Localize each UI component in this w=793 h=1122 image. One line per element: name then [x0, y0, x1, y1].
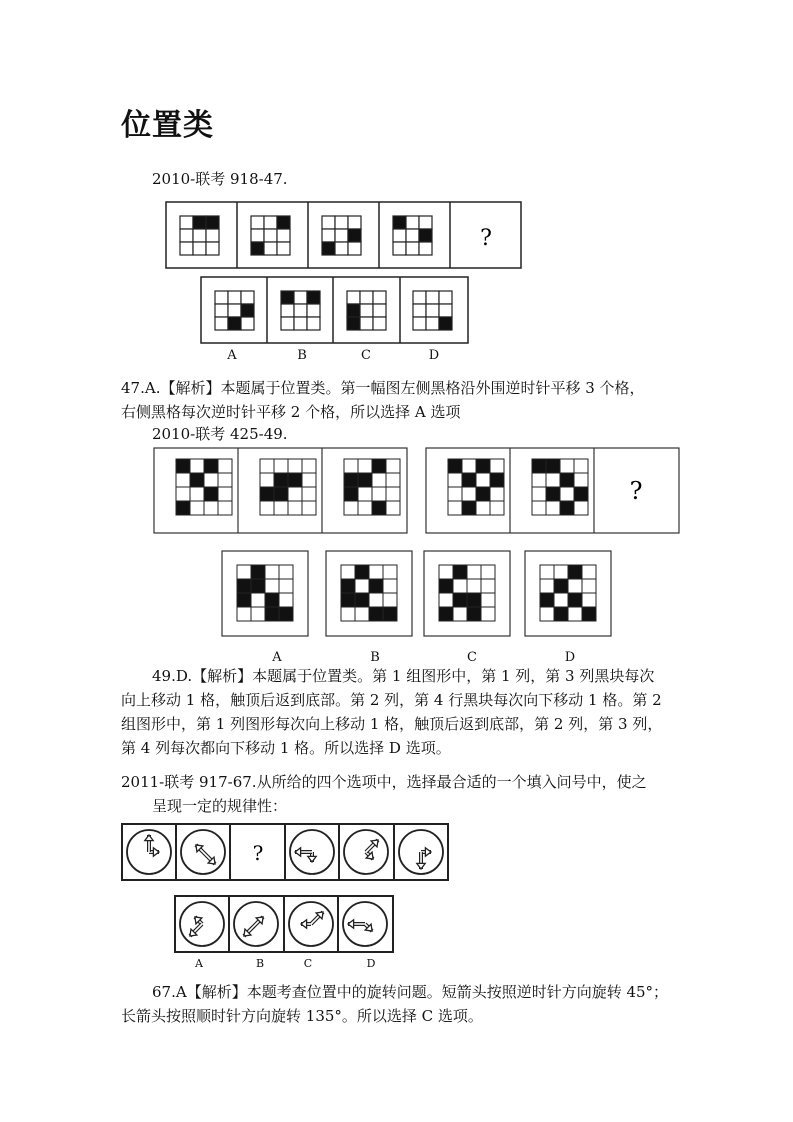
q2-sequence-grid [344, 459, 400, 515]
q1-sequence-grid [251, 216, 290, 255]
q3-prompt-line-1: 2011-联考 917-67.从所给的四个选项中，选择最合适的一个填入问号中，使之 [121, 773, 647, 791]
q2-analysis-line-2: 向上移动 1 格，触顶后返到底部。第 2 列，第 4 行黑块每次向下移动 1 格。第 2 [121, 691, 662, 709]
q1-option-grid [347, 291, 386, 330]
q3-sequence-circle [344, 830, 388, 874]
q2-sequence-grid [532, 459, 588, 515]
q2-sequence-grid [176, 459, 232, 515]
q1-analysis-line-2: 右侧黑格每次逆时针平移 2 个格，所以选择 A 选项 [121, 403, 461, 421]
q1-question-mark: ? [480, 226, 492, 251]
q3-sequence-circle [127, 830, 171, 874]
q3-option-circle [234, 902, 278, 946]
q2-question-mark: ? [629, 477, 643, 505]
q3-analysis-line-2: 长箭头按照顺时针方向旋转 135°。所以选择 C 选项。 [121, 1007, 483, 1025]
q2-sequence-grid [448, 459, 504, 515]
q3-sequence-circle [399, 830, 443, 874]
q2-option-grid [540, 565, 596, 621]
q1-option-label-b: B [297, 348, 307, 363]
q3-option-label-c: C [303, 957, 313, 970]
q2-analysis-line-1: 49.D.【解析】本题属于位置类。第 1 组图形中，第 1 列，第 3 列黑块每次 [152, 667, 655, 685]
q1-figure [160, 198, 530, 368]
q2-analysis-line-4: 第 4 列每次都向下移动 1 格。所以选择 D 选项。 [121, 739, 451, 757]
q1-option-grid [413, 291, 452, 330]
q1-sequence-grid [180, 216, 219, 255]
q3-option-label-d: D [366, 957, 376, 970]
q3-option-circle [289, 902, 333, 946]
q1-option-label-d: D [428, 348, 440, 363]
q1-option-label-a: A [227, 348, 237, 363]
q1-option-grid [215, 291, 254, 330]
q3-prompt-line-2: 呈现一定的规律性： [152, 797, 288, 815]
q3-sequence-circle [181, 830, 225, 874]
q3-question-mark: ? [252, 841, 264, 865]
q3-option-circle [343, 902, 387, 946]
q2-option-grid [237, 565, 293, 621]
q2-option-grid [341, 565, 397, 621]
q2-option-grid [439, 565, 495, 621]
page-title: 位置类 [121, 108, 214, 143]
q1-sequence-grid [322, 216, 361, 255]
q2-figure [150, 445, 685, 645]
q1-option-label-c: C [361, 348, 371, 363]
q2-option-label-d: D [564, 650, 576, 665]
q2-analysis-line-3: 组图形中，第 1 列图形每次向上移动 1 格，触顶后返到底部，第 2 列，第 3 列， [121, 715, 663, 733]
q1-sequence-grid [393, 216, 432, 255]
q3-option-label-a: A [195, 957, 203, 970]
q3-sequence-circle [290, 830, 334, 874]
q2-option-label-b: B [370, 650, 380, 665]
q2-sequence-grid [260, 459, 316, 515]
q3-option-label-b: B [255, 957, 265, 970]
q2-option-label-a: A [272, 650, 282, 665]
q2-source: 2010-联考 425-49. [152, 425, 288, 443]
q1-option-grid [281, 291, 320, 330]
q1-source: 2010-联考 918-47. [152, 170, 288, 188]
q3-analysis-line-1: 67.A【解析】本题考查位置中的旋转问题。短箭头按照逆时针方向旋转 45°； [152, 983, 669, 1001]
q3-option-circle [180, 902, 224, 946]
q1-analysis-line-1: 47.A.【解析】本题属于位置类。第一幅图左侧黑格沿外围逆时针平移 3 个格， [121, 379, 645, 397]
q2-option-label-c: C [467, 650, 477, 665]
q3-figure [118, 820, 458, 968]
